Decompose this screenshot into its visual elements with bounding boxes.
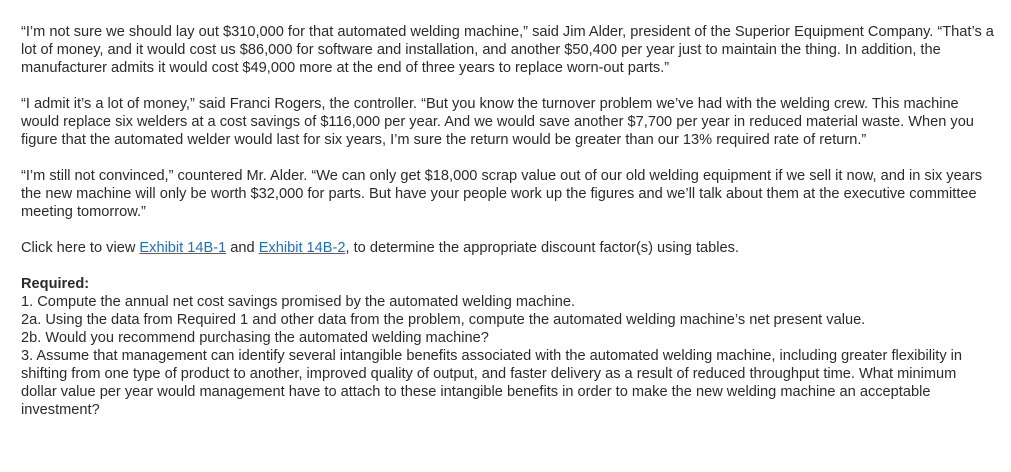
required-item-2a: 2a. Using the data from Required 1 and other data from the problem, compute the automated welding machine’s net present value. [21,312,866,328]
spacer [21,77,1011,95]
paragraph-rogers-response: “I admit it’s a lot of money,” said Franci Rogers, the controller. “But you know the turnover problem we’ve had with the welding crew. This machine would replace six welders at a cost savings of $116,000 per year. And we would save another $7,700 per year in reduced material waste. When you figure that the automated welder would last for six years, I’m sure the return would be greater than our 13% required rate of return.” [21,96,974,148]
click-suffix: , to determine the appropriate discount factor(s) using tables. [345,240,739,256]
click-middle: and [226,240,259,256]
required-title: Required: [21,276,90,292]
exhibit-instructions [21,239,996,257]
spacer [21,257,1011,275]
exhibit-14b-2-link[interactable]: Exhibit 14B-2 [258,240,346,256]
required-item-2b: 2b. Would you recommend purchasing the automated welding machine? [21,330,489,346]
paragraph-alder-reply: “I’m still not convinced,” countered Mr. Alder. “We can only get $18,000 scrap value out of our old welding equipment if we sell it now, and in six years the new machine will only be worth $32,000 for parts. But have your people work up the figures and we’ll talk about them at the executive committee meeting tomorrow.” [21,168,982,220]
exhibit-14b-1-link[interactable]: Exhibit 14B-1 [139,240,227,256]
required-section [21,275,1011,419]
spacer [21,149,1011,167]
required-item-1: 1. Compute the annual net cost savings promised by the automated welding machine. [21,294,576,310]
required-item-3: 3. Assume that management can identify several intangible benefits associated with the automated welding machine, including greater flexibility in shifting from one type of product to another, improved quality of output, and faster delivery as a result of reduced throughput time. What minimum dollar value per year would management have to attach to these intangible benefits in order to make the new welding machine an acceptable investment? [21,348,963,418]
click-prefix: Click here to view [21,240,140,256]
paragraph-alder-concern: “I’m not sure we should lay out $310,000 for that automated welding machine,” said Jim Alder, president of the Superior Equipment Company. “That’s a lot of money, and it would cost us $86,000 for software and installation, and another $50,400 per year just to maintain the thing. In addition, the manufacturer admits it would cost $49,000 more at the end of three years to replace worn-out parts.” [21,24,994,76]
spacer [21,221,1011,239]
